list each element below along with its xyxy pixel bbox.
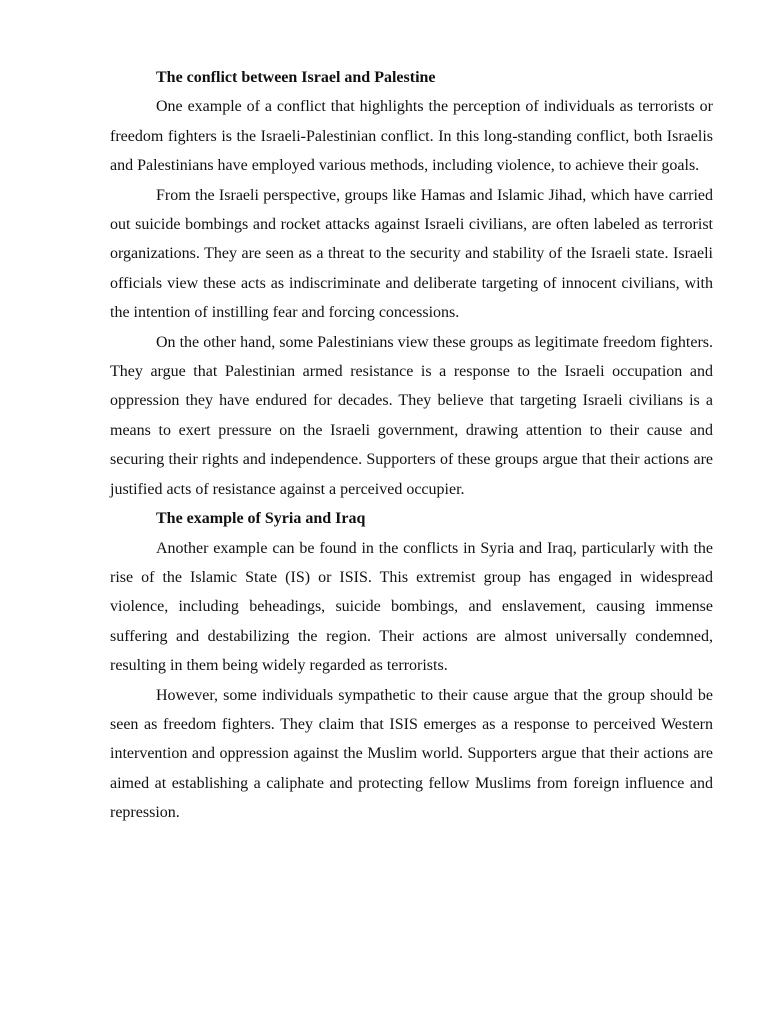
paragraph: On the other hand, some Palestinians view these groups as legitimate freedom fighters. They argue that Palestinian armed resistance is a response to the Israeli occupation and oppression they have endured for decades. They believe that targeting Israeli civilians is a means to exert pressure on the Israeli government, drawing attention to their cause and securing their rights and independence. Supporters of these groups argue that their actions are justified acts of resistance against a perceived occupier. [110,333,713,498]
paragraph: From the Israeli perspective, groups like Hamas and Islamic Jihad, which have carried out suicide bombings and rocket attacks against Israeli civilians, are often labeled as terrorist organizations. They are seen as a threat to the security and stability of the Israeli state. Israeli officials view these acts as indiscriminate and deliberate targeting of innocent civilians, with the intention of instilling fear and forcing concessions. [110,186,713,322]
paragraph: Another example can be found in the conflicts in Syria and Iraq, particularly with the rise of the Islamic State (IS) or ISIS. This extremist group has engaged in widespread violence, including beheadings, suicide bombings, and enslavement, causing immense suffering and destabilizing the region. Their actions are almost universally condemned, resulting in them being widely regarded as terrorists. [110,539,713,675]
paragraph: However, some individuals sympathetic to their cause argue that the group should be seen as freedom fighters. They claim that ISIS emerges as a response to perceived Western intervention and oppression against the Muslim world. Supporters argue that their actions are aimed at establishing a caliphate and protecting fellow Muslims from foreign influence and repression. [110,686,713,822]
section-heading-syria-iraq: The example of Syria and Iraq [156,510,366,528]
document-page [110,63,713,828]
section-heading-israel-palestine: The conflict between Israel and Palestine [156,69,436,86]
paragraph: One example of a conflict that highlights the perception of individuals as terrorists or freedom fighters is the Israeli-Palestinian conflict. In this long-standing conflict, both Israelis and Palestinians have employed various methods, including violence, to achieve their goals. [110,98,713,175]
